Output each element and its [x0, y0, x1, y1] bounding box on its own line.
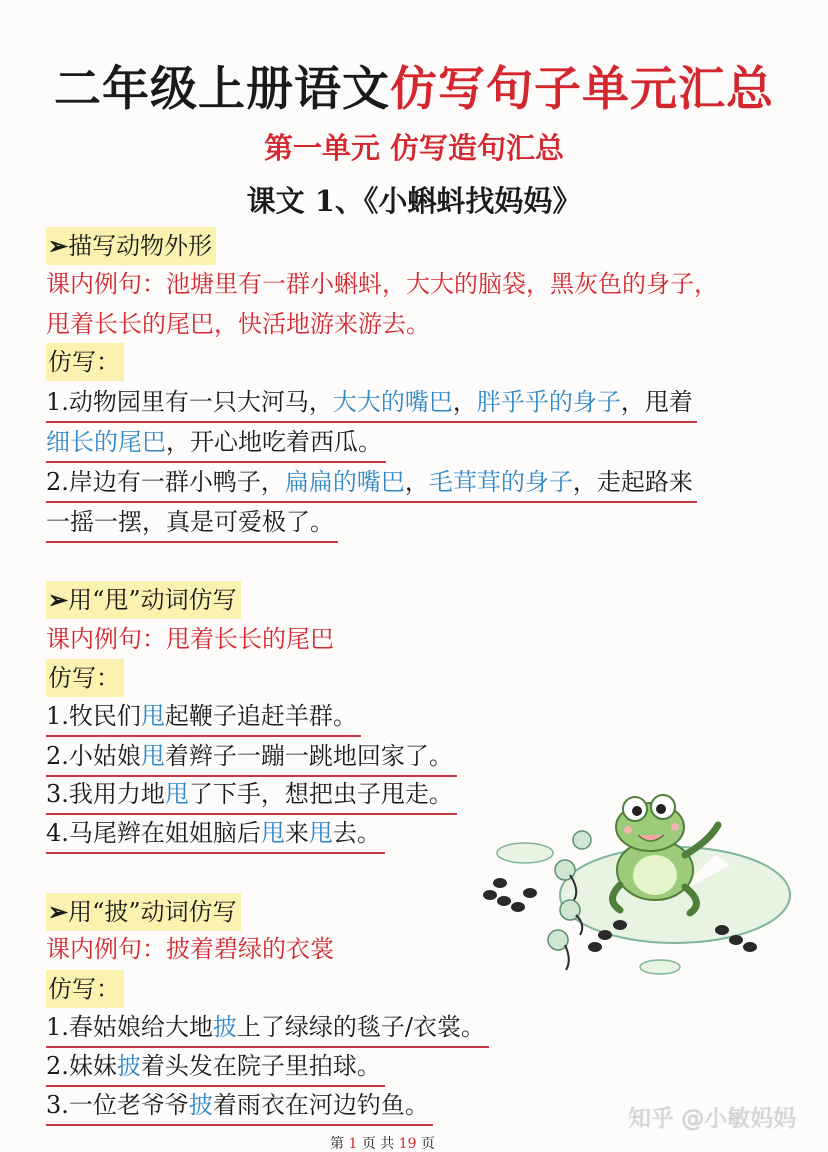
frog-tadpole-illustration: [470, 775, 800, 990]
arrow-bullet-icon: ➢: [48, 585, 69, 614]
example-sentence: 课内例句：披着碧绿的衣裳: [46, 935, 334, 963]
example-sentence: 甩着长长的尾巴，快活地游来游去。: [46, 310, 430, 338]
section-heading: ➢用“甩”动词仿写: [46, 581, 241, 619]
unit-title: 第一单元 仿写造句汇总: [263, 131, 565, 165]
list-item: 2.妹妹披着头发在院子里拍球。: [46, 1047, 385, 1087]
list-item: 3.我用力地甩了下手，想把虫子甩走。: [46, 775, 457, 815]
imitate-label: 仿写：: [46, 659, 124, 697]
example-sentence: 课内例句：池塘里有一群小蝌蚪，大大的脑袋，黑灰色的身子，: [46, 270, 718, 298]
section-heading: ➢用“披”动词仿写: [46, 893, 241, 931]
list-item: 2.岸边有一群小鸭子，扁扁的嘴巴，毛茸茸的身子，走起路来: [46, 463, 697, 503]
title-black: 二年级上册语文: [54, 62, 390, 117]
list-item: 2.小姑娘甩着辫子一蹦一跳地回家了。: [46, 737, 457, 777]
imitate-label: 仿写：: [46, 970, 124, 1008]
example-sentence: 课内例句：甩着长长的尾巴: [46, 625, 334, 653]
arrow-bullet-icon: ➢: [48, 897, 69, 926]
list-item: 一摇一摆，真是可爱极了。: [46, 503, 338, 543]
list-item: 细长的尾巴，开心地吃着西瓜。: [46, 423, 386, 463]
page-title: [0, 58, 828, 122]
title-red: 仿写句子单元汇总: [390, 62, 774, 117]
list-item: 1.牧民们甩起鞭子追赶羊群。: [46, 697, 361, 737]
list-item: 4.马尾辫在姐姐脑后甩来甩去。: [46, 814, 385, 854]
page-number: 第 1 页 共 19 页: [330, 1136, 436, 1152]
imitate-label: 仿写：: [46, 343, 124, 381]
list-item: 3.一位老爷爷披着雨衣在河边钓鱼。: [46, 1086, 433, 1126]
arrow-bullet-icon: ➢: [48, 231, 69, 260]
list-item: 1.动物园里有一只大河马，大大的嘴巴，胖乎乎的身子，甩着: [46, 383, 697, 423]
watermark: 知乎 @小敏妈妈: [628, 1106, 797, 1132]
section-heading: ➢描写动物外形: [46, 227, 216, 265]
list-item: 1.春姑娘给大地披上了绿绿的毯子/衣裳。: [46, 1008, 489, 1048]
lesson-title: 课文 1、《小蝌蚪找妈妈》: [246, 184, 582, 218]
